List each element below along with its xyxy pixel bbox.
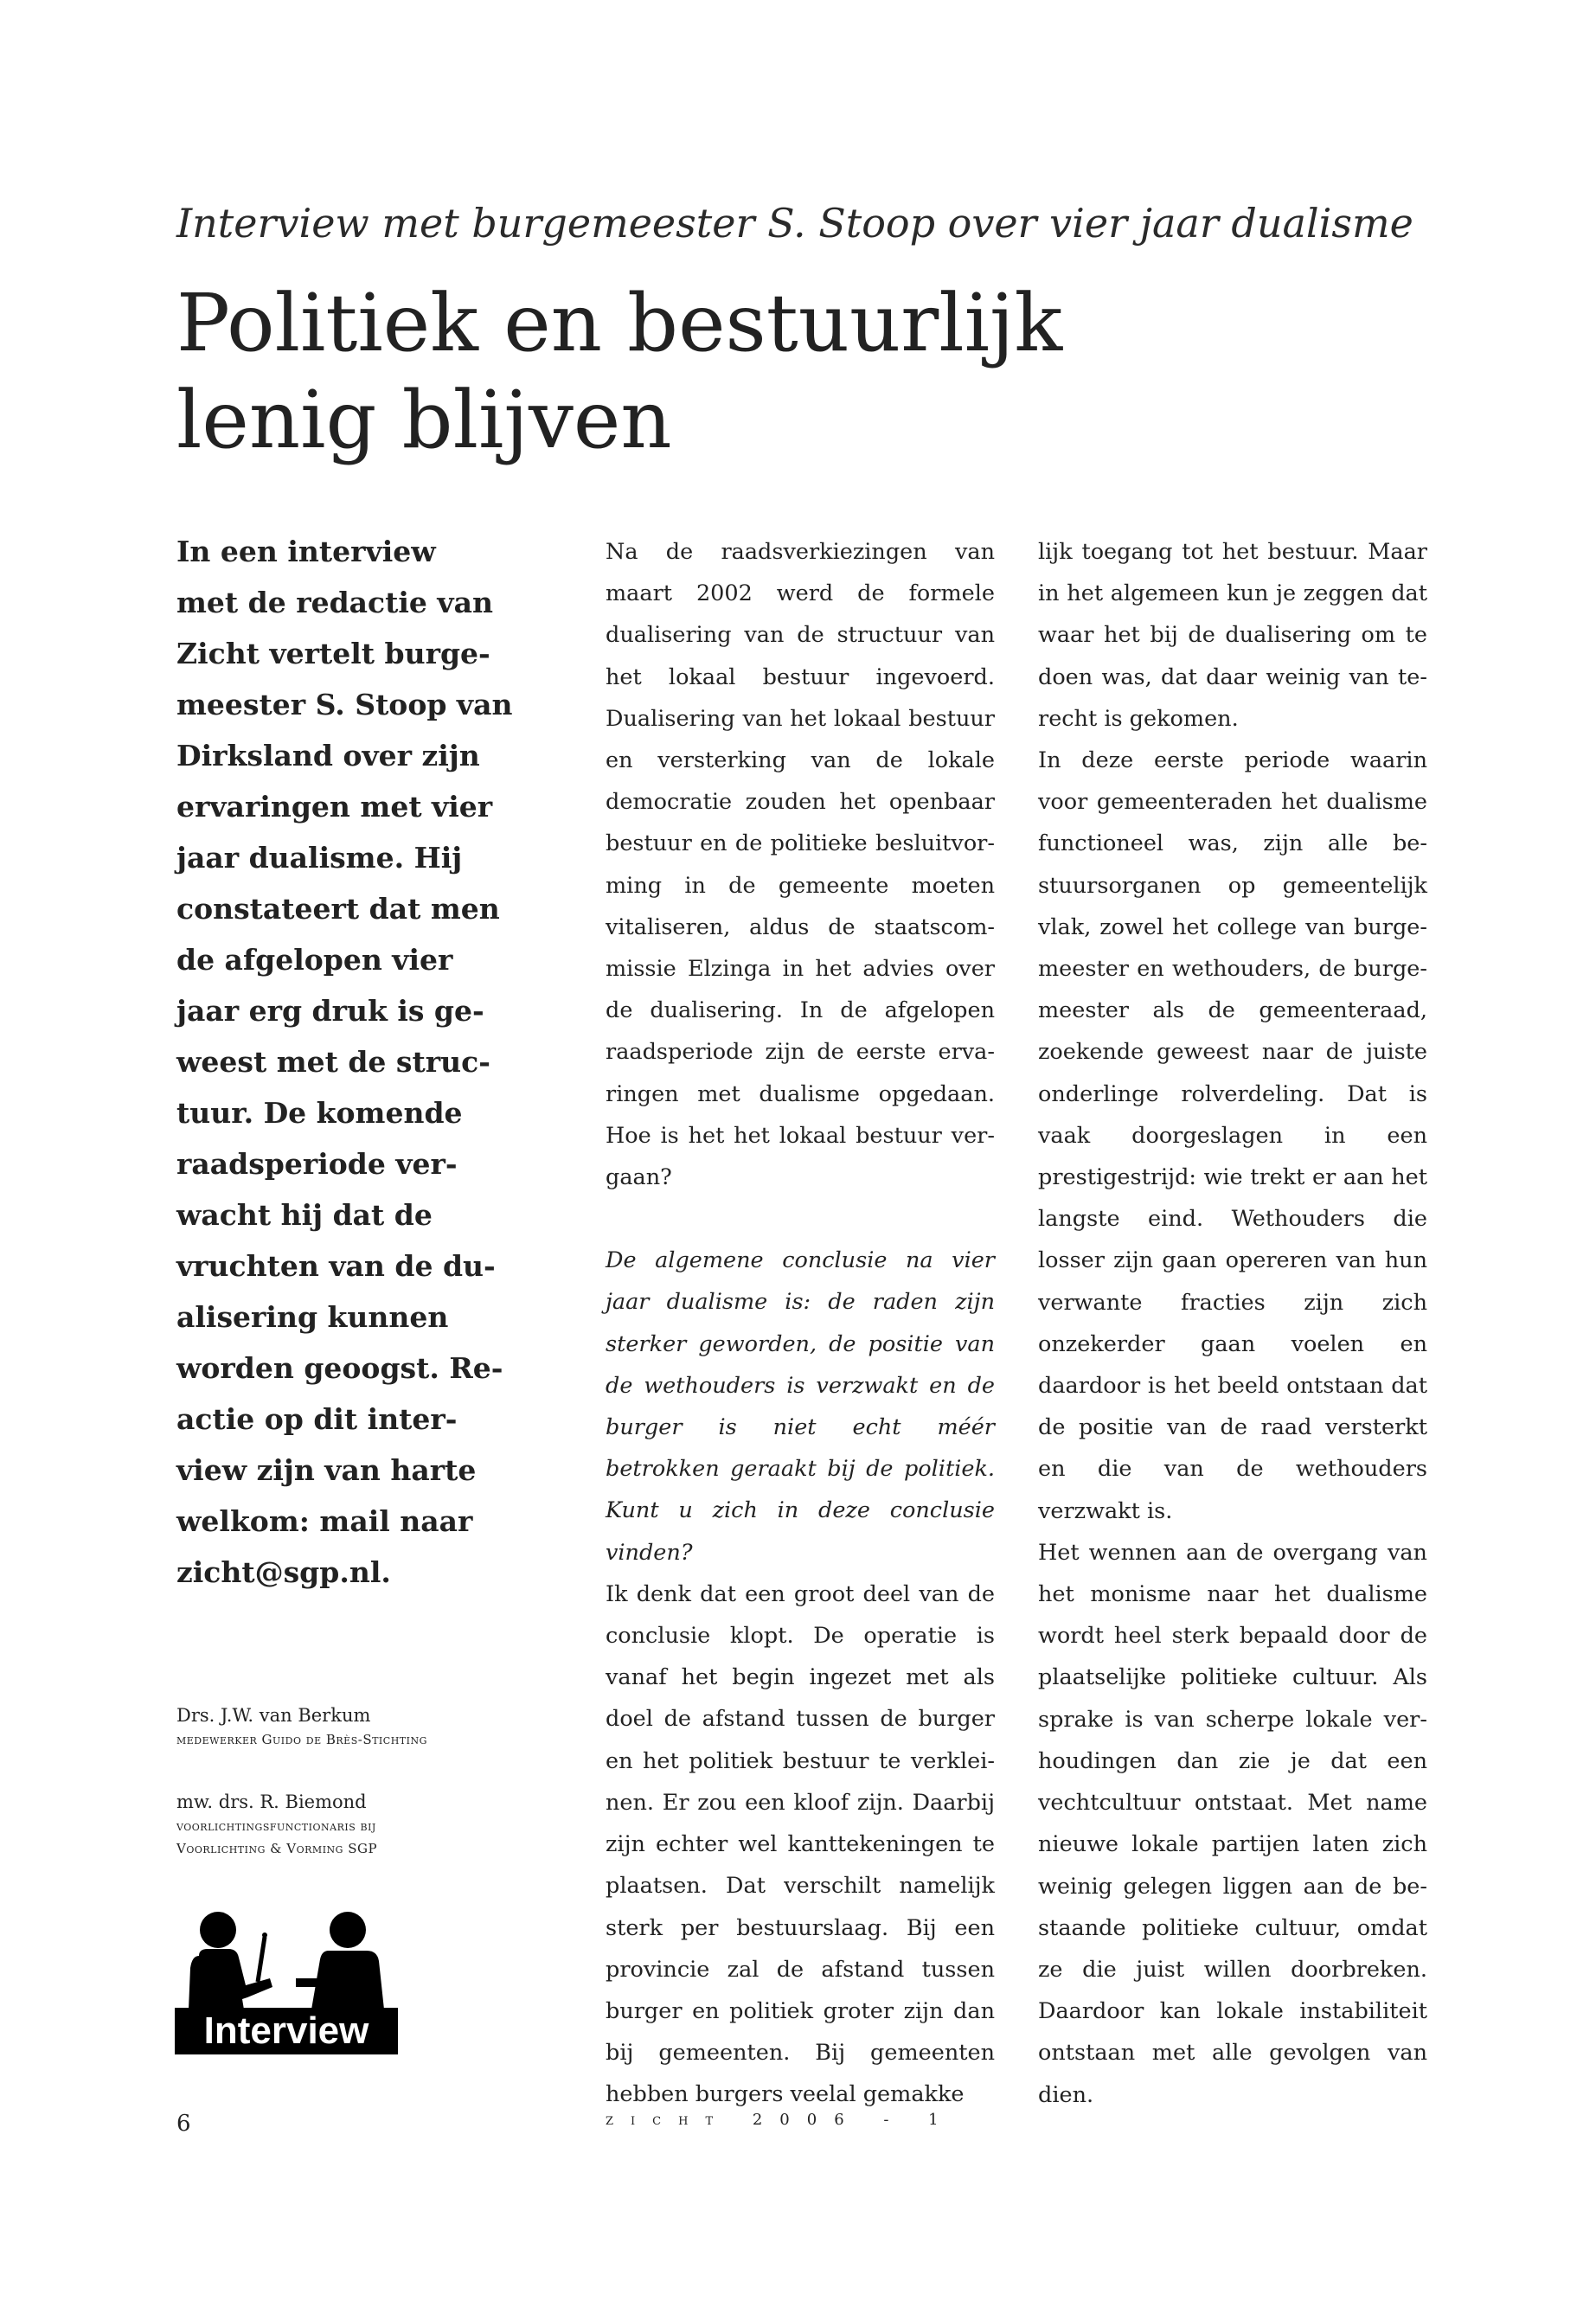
intro-line: meester S. Stoop van	[176, 688, 513, 721]
intro-line: In een interview	[176, 535, 436, 568]
article-column-3	[1038, 531, 1427, 2116]
intro-line: tuur. De komende	[176, 1096, 463, 1130]
page-number: 6	[176, 2111, 191, 2137]
intro-line: constateert dat men	[176, 892, 500, 926]
body-paragraph: In deze eerste periode waarin voor gemeenteraden het dualisme functioneel was, zijn alle bestuursorganen op gemeentelijk vlak, zowel het college van burgemeester en wethouders, de burgemeester als de gemeenteraad, zoekende geweest naar de juiste onderlinge rolverdeling. Dat is vaak doorgeslagen in een prestigestrijd: wie trekt er aan het langste eind. Wethouders die losser zijn gaan opereren van hun verwante fracties zijn zich onzekerder gaan voelen en daardoor is het beeld ontstaan dat de positie van de raad versterkt en die van de wethouders verzwakt is.	[1038, 747, 1427, 1524]
author-role: medewerker Guido de Brès-Stichting	[176, 1732, 427, 1747]
intro-line: jaar erg druk is ge-	[176, 994, 484, 1028]
intro-line: raadsperiode ver-	[176, 1147, 458, 1181]
interview-logo	[173, 1907, 400, 2054]
intro-line: jaar dualisme. Hij	[176, 841, 463, 875]
interview-question: De algemene conclusie na vier jaar dualisme is: de raden zijn sterker geworden, de positie van de wethouders is verzwakt en de burger is niet echt méér betrokken geraakt bij de politiek. Kunt u zich in deze conclusie vinden?	[606, 1247, 995, 1566]
body-paragraph: Het wennen aan de overgang van het monisme naar het dualisme wordt heel sterk bepaald door de plaatselijke politieke cultuur. Als sprake is van scherpe lokale verhoudingen dan zie je dat een vechtcultuur ontstaat. Met name nieuwe lokale partijen laten zich weinig gelegen liggen aan de bestaande politieke cultuur, omdat ze die juist willen doorbreken. Daardoor kan lokale instabiliteit ontstaan met alle gevolgen van dien.	[1038, 1539, 1427, 2108]
intro-line: zicht@sgp.nl.	[176, 1555, 391, 1589]
author-name: Drs. J.W. van Berkum	[176, 1705, 371, 1726]
article-kicker: Interview met burgemeester S. Stoop over vier jaar dualisme	[176, 200, 1413, 247]
intro-line: weest met de struc-	[176, 1045, 490, 1079]
body-paragraph: lijk toegang tot het bestuur. Maar in het algemeen kun je zeggen dat waar het bij de dualisering om te doen was, dat daar weinig van terecht is gekomen.	[1038, 539, 1427, 732]
author-name: mw. drs. R. Biemond	[176, 1791, 367, 1812]
intro-line: actie op dit inter-	[176, 1402, 458, 1436]
intro-line: view zijn van harte	[176, 1453, 477, 1487]
intro-line: welkom: mail naar	[176, 1504, 473, 1538]
intro-line: ervaringen met vier	[176, 790, 493, 824]
paragraph-gap	[606, 1198, 995, 1240]
article-headline	[176, 275, 1474, 469]
author-credit	[176, 1789, 540, 1860]
intro-line: vruchten van de du-	[176, 1249, 496, 1283]
intro-line: Dirksland over zijn	[176, 739, 480, 772]
logo-label: Interview	[203, 2009, 369, 2052]
headline-line: lenig blijven	[176, 374, 672, 466]
author-credit	[176, 1702, 540, 1751]
body-paragraph: Na de raadsverkiezingen van maart 2002 werd de formele dualisering van de structuur van het lokaal bestuur ingevoerd. Dualisering van het lokaal bestuur en versterking van de lokale democratie zouden het openbaar bestuur en de politieke besluitvorming in de gemeente moeten vitaliseren, aldus de staatscommissie Elzinga in het advies over de dualisering. In de afgelopen raadsperiode zijn de eerste ervaringen met dualisme opgedaan. Hoe is het het lokaal bestuur vergaan?	[606, 539, 995, 1191]
intro-line: wacht hij dat de	[176, 1198, 433, 1232]
author-role: Voorlichting & Vorming SGP	[176, 1841, 378, 1856]
intro-line: met de redactie van	[176, 586, 493, 619]
intro-line: alisering kunnen	[176, 1300, 449, 1334]
intro-line: Zicht vertelt burge-	[176, 637, 490, 670]
article-column-2	[606, 531, 995, 2116]
intro-line: worden geoogst. Re-	[176, 1351, 503, 1385]
headline-line: Politiek en bestuurlijk	[176, 277, 1063, 369]
author-role: voorlichtingsfunctionaris bij	[176, 1818, 376, 1834]
running-footer: zicht 2006 - 1	[606, 2111, 956, 2129]
body-paragraph: Ik denk dat een groot deel van de conclusie klopt. De operatie is vanaf het begin ingezet met als doel de afstand tussen de burger en het politiek bestuur te verkleinen. Er zou een kloof zijn. Daarbij zijn echter wel kanttekeningen te plaatsen. Dat verschilt namelijk sterk per bestuurslaag. Bij een provincie zal de afstand tussen burger en politiek groter zijn dan bij gemeenten. Bij gemeenten hebben burgers veelal gemakke	[606, 1580, 995, 2108]
intro-line: de afgelopen vier	[176, 943, 453, 977]
intro-lead	[176, 526, 522, 1598]
